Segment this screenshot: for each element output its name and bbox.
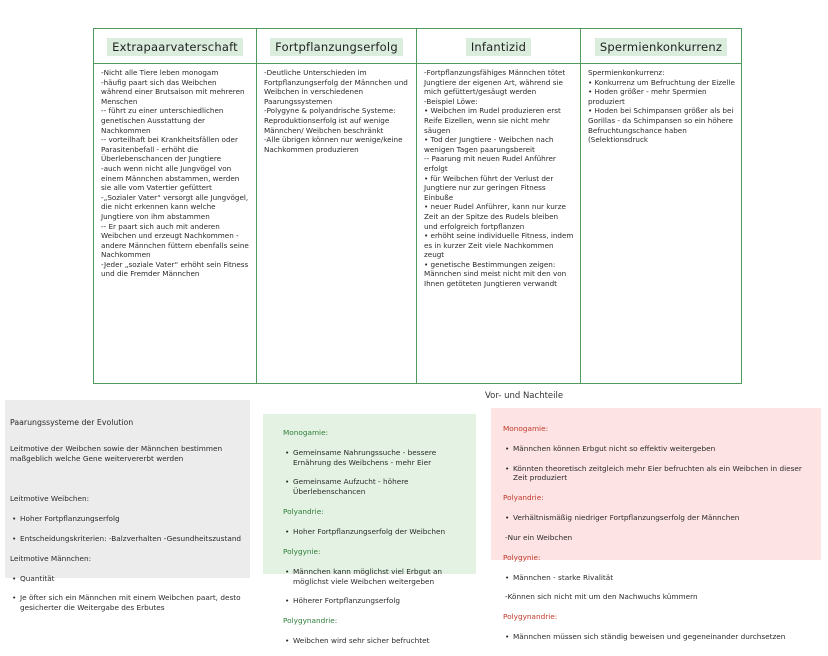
group-heading-polygynie: Polygynie:	[503, 552, 541, 562]
group-heading-polygynie: Polygynie:	[283, 546, 321, 556]
comparison-table	[93, 28, 742, 384]
header-cell	[417, 29, 581, 64]
group-heading-monogamie: Monogamie:	[503, 423, 549, 433]
body-cell	[581, 64, 742, 384]
header-cell	[94, 29, 257, 64]
header-infantizid: Infantizid	[466, 38, 531, 56]
body-cell	[417, 64, 581, 384]
female-heading: Leitmotive Weibchen:	[10, 494, 90, 504]
evolution-title: Paarungssysteme der Evolution	[10, 417, 134, 427]
male-heading: Leitmotive Männchen:	[10, 553, 92, 563]
disadvantages-box	[491, 408, 821, 641]
list-item: • Könnten theoretisch zeitgleich mehr Eier befruchten als ein Weibchen in dieser Zeit produziert	[503, 464, 811, 484]
list-item: • Verhältnismäßig niedriger Fortpflanzungserfolg der Männchen	[503, 513, 811, 523]
list-item: • Männchen kann möglichst viel Erbgut an möglichst viele Weibchen weitergeben	[283, 567, 469, 587]
list-item: • Männchen müssen sich ständig beweisen und gegeneinander durchsetzen	[503, 632, 811, 642]
cell-fortpflanzungserfolg: -Deutliche Unterschieden im Fortpflanzungserfolg der Männchen und Weibchen in verschiedenen Paarungssystemen -Polygyne & polyandrische Systeme: Reproduktionserfolg ist auf wenige Männchen/ Weibchen beschränkt -Alle übrigen können nur wenige/keine Nachkommen produzieren	[264, 68, 408, 154]
list-item: • Gemeinsame Aufzucht - höhere Überlebenschancen	[283, 477, 469, 497]
list-item: • Männchen können Erbgut nicht so effektiv weitergeben	[503, 444, 811, 454]
body-cell	[257, 64, 417, 384]
header-cell	[581, 29, 742, 64]
table-body-row	[94, 64, 742, 384]
group-heading-polygynandrie: Polygynandrie:	[283, 616, 338, 626]
list-item: • Männchen - starke Rivalität	[503, 573, 811, 583]
cell-extrapaarvaterschaft: -Nicht alle Tiere leben monogam -häufig paart sich das Weibchen während einer Brutsaison mit mehreren Menschen -- führt zu einer unterschiedlichen genetischen Ausstattung der Nachkommen -- vorteilhaft bei Krankheitsfällen oder Parasitenbefall - erhöht die Überlebenschancen der Jungtiere -auch wenn nicht alle Jungvögel von einem Männchen abstammen, werden sie alle vom Vatertier gefüttert -„Sozialer Vater“ versorgt alle Jungvögel, die nicht erkennen kann welche Jungtiere von ihm abstammen -- Er paart sich auch mit anderen Weibchen und erzeugt Nachkommen - andere Männchen füttern ebenfalls seine Nachkommen -Jeder „soziale Vater“ erhöht sein Fitness und die Fremder Männchen	[101, 68, 249, 279]
evolution-intro: Leitmotive der Weibchen sowie der Männchen bestimmen maßgeblich welche Gene weitervererbt werden	[10, 443, 223, 463]
group-heading-polyandrie: Polyandrie:	[283, 507, 324, 517]
male-item: • Je öfter sich ein Männchen mit einem Weibchen paart, desto gesicherter die Weitergabe des Erbutes	[10, 593, 245, 613]
cell-infantizid: -Fortpflanzungsfähiges Männchen tötet Jungtiere der eigenen Art, während sie mich gefüttert/gesäugt werden -Beispiel Löwe: • Weibchen im Rudel produzieren erst Reife Eizellen, wenn sie nicht mehr säugen • Tod der Jungtiere - Weibchen nach wenigen Tagen paarungsbereit -- Paarung mit neuen Rudel Anführer erfolgt • für Weibchen führt der Verlust der Jungtiere nur zur geringen Fitness Einbuße • neuer Rudel Anführer, kann nur kurze Zeit an der Spitze des Rudels bleiben und erfolgreich fortpflanzen • erhöht seine individuelle Fitness, indem es in kurzer Zeit viele Nachkommen zeugt • genetische Bestimmungen zeigen: Männchen sind meist nicht mit den von Ihnen getöteten Jungtieren verwandt	[424, 68, 574, 289]
list-item: -Nur ein Weibchen	[505, 532, 573, 542]
evolution-box	[5, 400, 250, 613]
header-extrapaarvaterschaft: Extrapaarvaterschaft	[107, 38, 243, 56]
female-item: • Hoher Fortpflanzungserfolg	[10, 514, 245, 524]
female-item: • Entscheidungskriterien: -Balzverhalten -Gesundheitszustand	[10, 534, 245, 544]
male-item: • Quantität	[10, 574, 245, 584]
list-item: • Höherer Fortpflanzungserfolg	[283, 596, 469, 606]
cell-spermienkonkurrenz: Spermienkonkurrenz: • Konkurrenz um Befruchtung der Eizelle • Hoden größer - mehr Spermien produziert • Hoden bei Schimpansen größer als bei Gorillas - da Schimpansen so ein höhere Befruchtungschance haben (Selektionsdruck	[588, 68, 735, 145]
group-heading-polyandrie: Polyandrie:	[503, 493, 544, 503]
list-item: -Können sich nicht mit um den Nachwuchs kümmern	[505, 592, 698, 602]
body-cell	[94, 64, 257, 384]
header-fortpflanzungserfolg: Fortpflanzungserfolg	[270, 38, 403, 56]
pros-cons-title: Vor- und Nachteile	[485, 391, 564, 401]
list-item: • Gemeinsame Nahrungssuche - bessere Ernährung des Weibchens - mehr Eier	[283, 448, 469, 468]
header-spermienkonkurrenz: Spermienkonkurrenz	[595, 38, 727, 56]
header-cell	[257, 29, 417, 64]
list-item: • Hoher Fortpflanzungserfolg der Weibchen	[283, 527, 469, 537]
table-header-row	[94, 29, 742, 64]
group-heading-monogamie: Monogamie:	[283, 427, 329, 437]
group-heading-polygynandrie: Polygynandrie:	[503, 612, 558, 622]
list-item: • Weibchen wird sehr sicher befruchtet	[283, 636, 469, 646]
advantages-box	[263, 414, 476, 645]
